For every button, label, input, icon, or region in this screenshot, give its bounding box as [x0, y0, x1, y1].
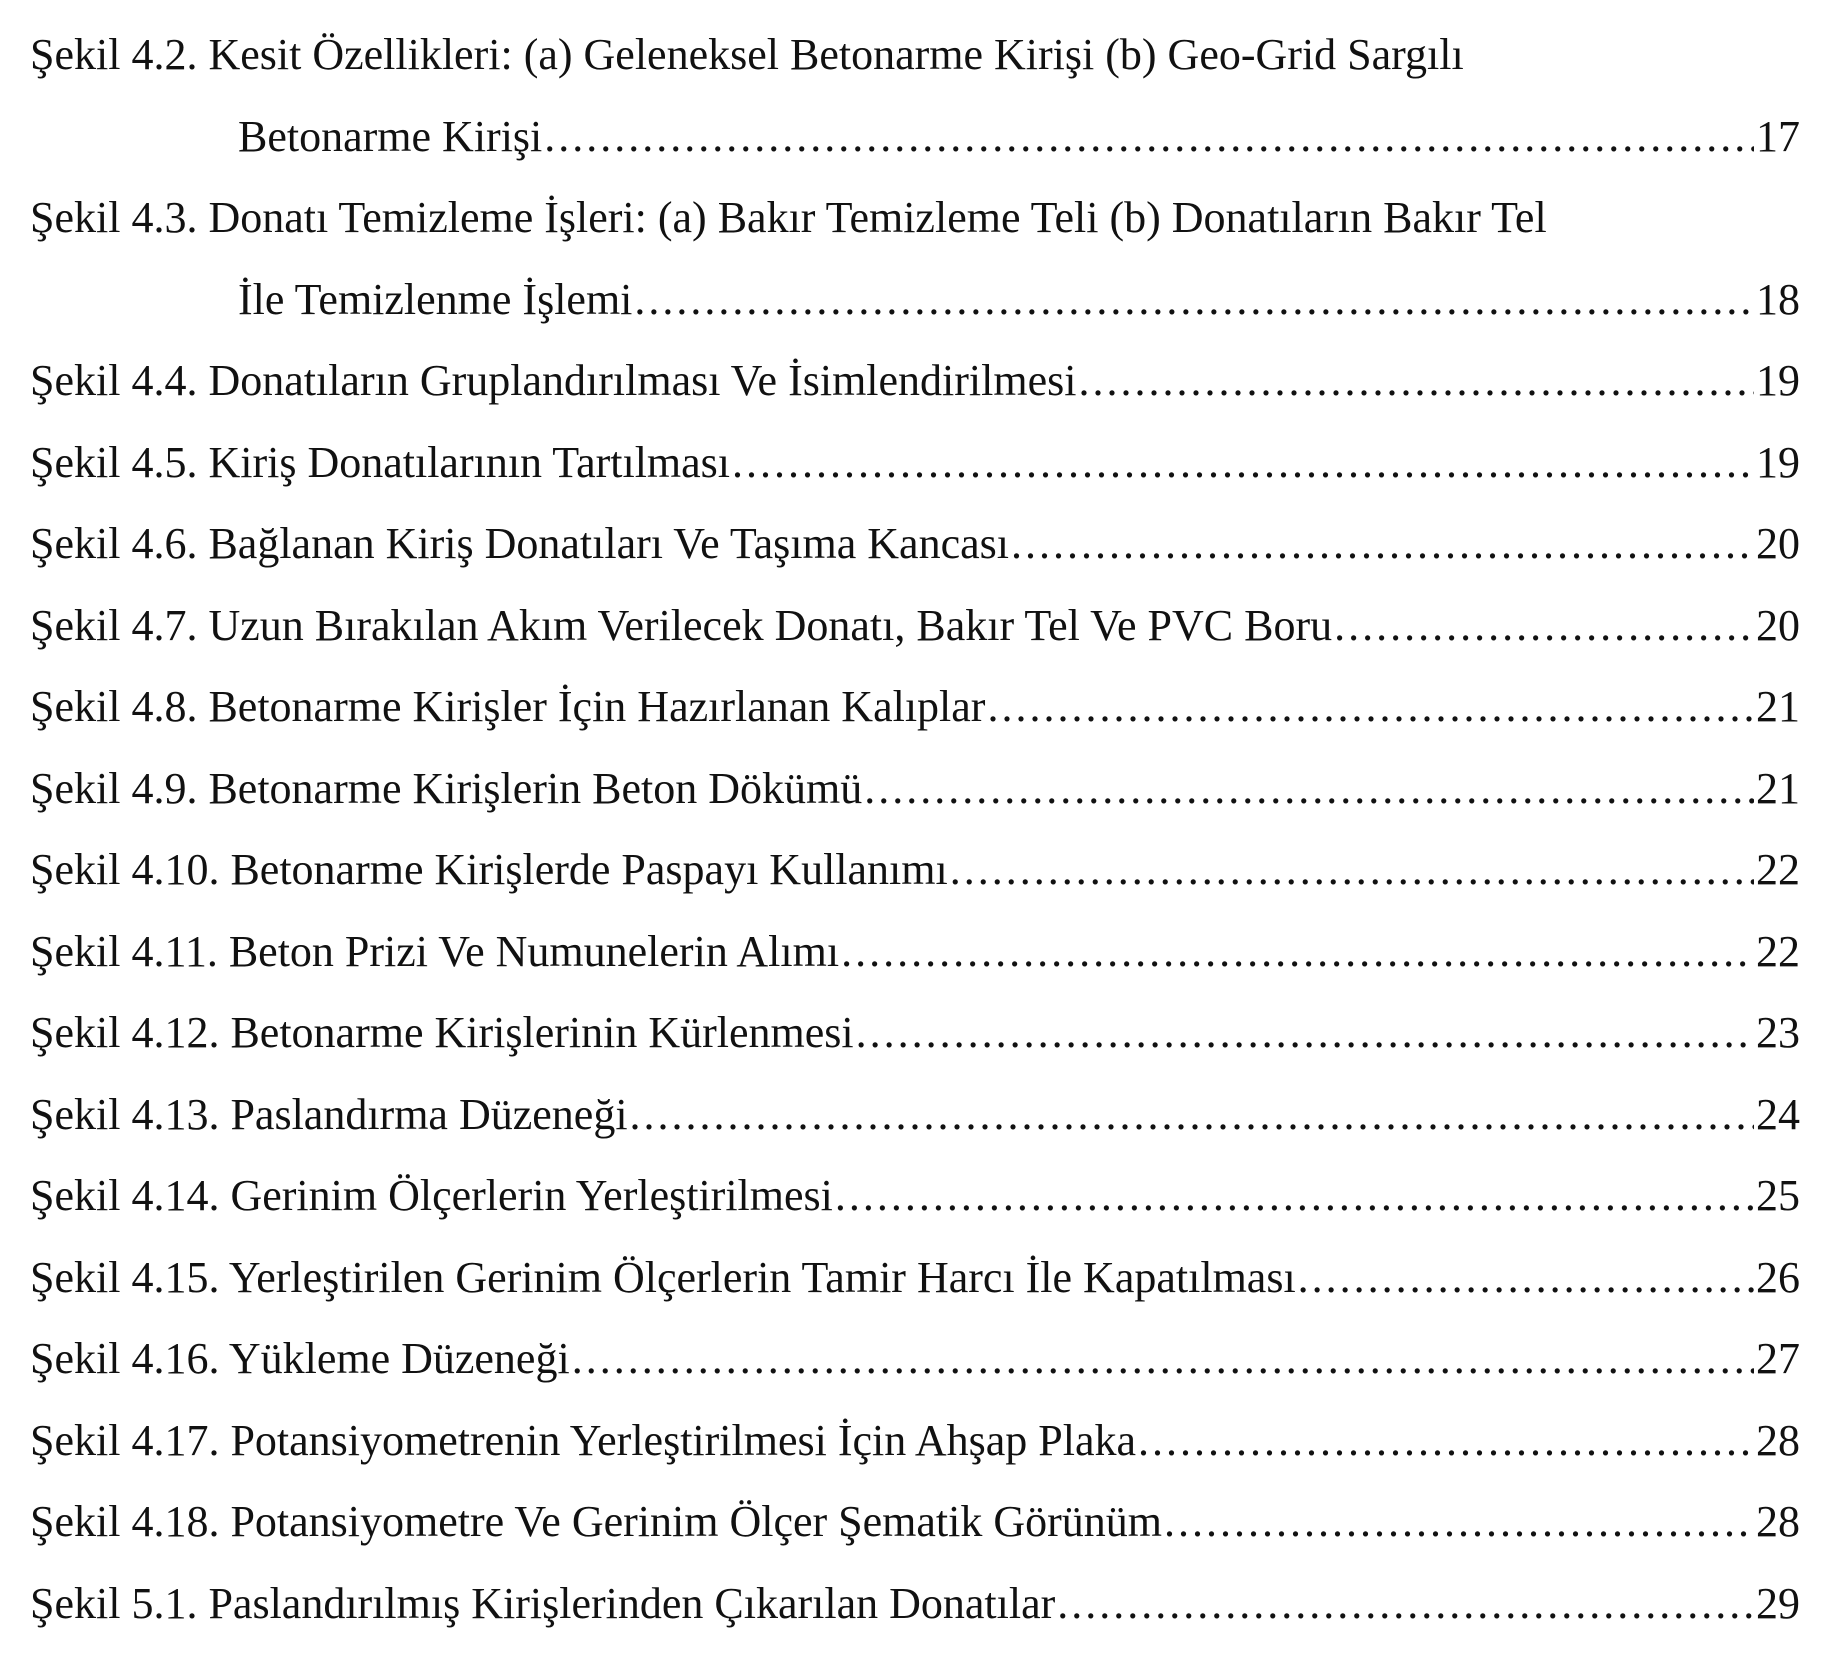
toc-entry-label: Şekil 4.7. Uzun Bırakılan Akım Verilecek Donatı, Bakır Tel Ve PVC Boru — [30, 600, 1333, 650]
toc-entry — [30, 748, 1800, 830]
dot-leader — [1298, 1237, 1754, 1319]
dot-leader — [864, 748, 1754, 830]
toc-entry — [30, 96, 1800, 178]
dot-leader — [544, 96, 1754, 178]
toc-entry-page: 27 — [1756, 1334, 1800, 1383]
dot-leader — [630, 1074, 1754, 1156]
toc-entry — [30, 666, 1800, 748]
toc-entry-label: Şekil 4.17. Potansiyometrenin Yerleştirilmesi İçin Ahşap Plaka — [30, 1415, 1137, 1465]
toc-entry-page: 29 — [1756, 1578, 1800, 1628]
dot-leader — [1057, 1563, 1754, 1645]
toc-entry-page: 19 — [1756, 356, 1800, 405]
dot-leader — [1164, 1481, 1754, 1563]
toc-entry-label: Şekil 4.13. Paslandırma Düzeneği — [30, 1089, 628, 1139]
dot-leader — [634, 259, 1754, 341]
dot-leader — [1138, 1400, 1754, 1482]
dot-leader — [1078, 340, 1754, 422]
toc-entry-page: 18 — [1756, 274, 1800, 324]
toc-entry — [30, 829, 1800, 911]
toc-entry — [30, 14, 1800, 96]
toc-entry-label: Şekil 4.10. Betonarme Kirişlerde Paspayı Kullanımı — [30, 845, 948, 894]
toc-entry — [30, 992, 1800, 1074]
toc-entry-label: Betonarme Kirişi — [238, 111, 543, 161]
toc-entry-label: Şekil 4.4. Donatıların Gruplandırılması Ve İsimlendirilmesi — [30, 356, 1077, 405]
toc-entry — [30, 1074, 1800, 1156]
list-of-figures — [30, 14, 1800, 1644]
toc-entry — [30, 422, 1800, 504]
toc-entry — [30, 1400, 1800, 1482]
dot-leader — [1334, 585, 1754, 667]
toc-entry-page: 20 — [1756, 600, 1800, 650]
toc-entry — [30, 503, 1800, 585]
toc-entry-label: İle Temizlenme İşlemi — [238, 274, 633, 324]
toc-entry — [30, 1318, 1800, 1400]
toc-entry-page: 22 — [1756, 926, 1800, 976]
dot-leader — [987, 666, 1754, 748]
toc-entry-page: 26 — [1756, 1252, 1800, 1302]
toc-entry-page: 22 — [1756, 845, 1800, 894]
toc-entry — [30, 177, 1800, 259]
toc-entry-label: Şekil 4.16. Yükleme Düzeneği — [30, 1334, 570, 1383]
toc-entry — [30, 1563, 1800, 1645]
dot-leader — [732, 422, 1754, 504]
toc-entry — [30, 1481, 1800, 1563]
dot-leader — [856, 992, 1754, 1074]
toc-entry-page: 19 — [1756, 437, 1800, 487]
toc-entry-label: Şekil 4.18. Potansiyometre Ve Gerinim Ölçer Şematik Görünüm — [30, 1497, 1163, 1546]
toc-entry-label: Şekil 4.9. Betonarme Kirişlerin Beton Dökümü — [30, 763, 863, 813]
toc-entry-page: 17 — [1756, 111, 1800, 161]
dot-leader — [950, 829, 1754, 911]
toc-entry-label: Şekil 4.3. Donatı Temizleme İşleri: (a) Bakır Temizleme Teli (b) Donatıların Bakır Tel — [30, 193, 1547, 242]
toc-entry — [30, 1237, 1800, 1319]
toc-entry-label: Şekil 4.6. Bağlanan Kiriş Donatıları Ve Taşıma Kancası — [30, 519, 1009, 568]
dot-leader — [841, 911, 1754, 993]
dot-leader — [1011, 503, 1754, 585]
toc-entry-page: 20 — [1756, 519, 1800, 568]
toc-entry — [30, 911, 1800, 993]
toc-entry-page: 24 — [1756, 1089, 1800, 1139]
toc-entry — [30, 585, 1800, 667]
toc-entry-page: 25 — [1756, 1171, 1800, 1220]
toc-entry — [30, 340, 1800, 422]
dot-leader — [835, 1155, 1754, 1237]
toc-entry-page: 23 — [1756, 1008, 1800, 1057]
toc-entry-page: 28 — [1756, 1497, 1800, 1546]
toc-entry-label: Şekil 4.2. Kesit Özellikleri: (a) Geleneksel Betonarme Kirişi (b) Geo-Grid Sargılı — [30, 30, 1464, 79]
toc-entry-label: Şekil 5.1. Paslandırılmış Kirişlerinden Çıkarılan Donatılar — [30, 1578, 1056, 1628]
toc-entry — [30, 259, 1800, 341]
toc-entry-page: 21 — [1756, 763, 1800, 813]
toc-entry-label: Şekil 4.11. Beton Prizi Ve Numunelerin Alımı — [30, 926, 840, 976]
toc-entry-label: Şekil 4.14. Gerinim Ölçerlerin Yerleştirilmesi — [30, 1171, 833, 1220]
dot-leader — [572, 1318, 1754, 1400]
toc-entry — [30, 1155, 1800, 1237]
toc-entry-label: Şekil 4.8. Betonarme Kirişler İçin Hazırlanan Kalıplar — [30, 682, 986, 731]
toc-entry-page: 21 — [1756, 682, 1800, 731]
toc-entry-label: Şekil 4.5. Kiriş Donatılarının Tartılması — [30, 437, 731, 487]
toc-entry-label: Şekil 4.15. Yerleştirilen Gerinim Ölçerlerin Tamir Harcı İle Kapatılması — [30, 1252, 1296, 1302]
toc-entry-label: Şekil 4.12. Betonarme Kirişlerinin Kürlenmesi — [30, 1008, 854, 1057]
toc-entry-page: 28 — [1756, 1415, 1800, 1465]
